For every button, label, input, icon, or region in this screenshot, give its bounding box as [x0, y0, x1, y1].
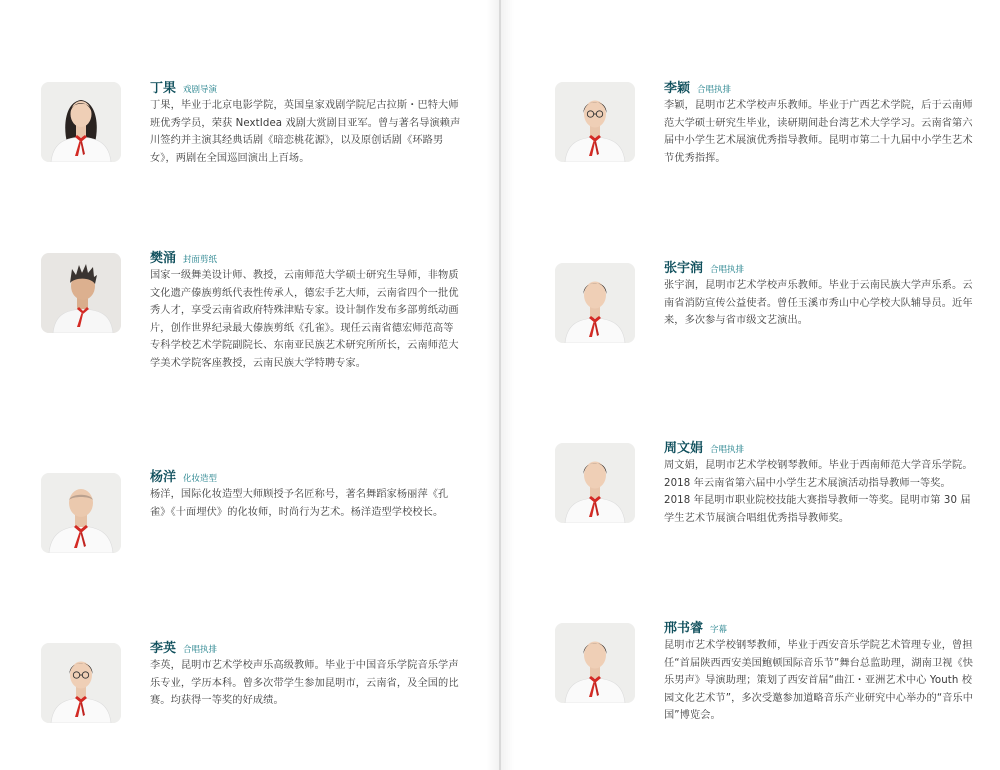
- profile-role: 封面剪纸: [183, 255, 218, 265]
- profile-bio: 丁果，毕业于北京电影学院，英国皇家戏剧学院尼古拉斯・巴特大师班优秀学员，荣获 NextIdea 戏剧大赏剧目亚军。曾与著名导演赖声川签约并主演其经典话剧《暗恋桃花源》，以及原创话剧《环路男女》，两剧在全国巡回演出上百场。: [150, 100, 461, 164]
- portrait-photo: [555, 263, 635, 343]
- profile-header: [664, 78, 976, 96]
- spine-shadow-right: [501, 0, 514, 770]
- profile-text: [664, 618, 976, 725]
- profile-text: [150, 638, 462, 710]
- book-spine: [499, 0, 501, 770]
- profile-header: [150, 78, 462, 96]
- profile-name: 丁果: [150, 81, 177, 96]
- portrait-photo: [41, 82, 121, 162]
- portrait-photo: [555, 623, 635, 703]
- profile-name: 李英: [150, 641, 177, 656]
- profile-bio: 昆明市艺术学校钢琴教师，毕业于西安音乐学院艺术管理专业，曾担任“首届陕西西安美国鲍顿国际音乐节”舞台总监助理，湖南卫视《快乐男声》导演助理；策划了西安首届“曲江・亚洲艺术中心 Youth 校园文化艺术节”，多次受邀参加道略音乐产业研究中心举办的“音乐中国”博览会。: [664, 640, 974, 721]
- profile-name: 张宇润: [664, 261, 704, 276]
- profile-name: 李颖: [664, 81, 691, 96]
- profile-role: 合唱执排: [697, 85, 732, 95]
- portrait-photo: [555, 443, 635, 523]
- profile-text: [664, 438, 976, 527]
- portrait-photo: [41, 473, 121, 553]
- profile-role: 戏剧导演: [183, 85, 218, 95]
- profile-header: [664, 258, 976, 276]
- profile-bio: 张宇润，昆明市艺术学校声乐教师。毕业于云南民族大学声乐系。云南省消防宣传公益使者。曾任玉溪市秀山中心学校大队辅导员。近年来，多次参与省市级文艺演出。: [664, 280, 973, 326]
- profile-role: 字幕: [710, 625, 728, 635]
- profile-bio: 周文娟，昆明市艺术学校钢琴教师。毕业于西南师范大学音乐学院。2018 年云南省第六届中小学生艺术展演活动指导教师一等奖。2018 年昆明市职业院校技能大赛指导教师一等奖。昆明市第 30 届学生艺术节展演合唱组优秀指导教师奖。: [664, 460, 973, 524]
- profile-bio: 李颖，昆明市艺术学校声乐教师。毕业于广西艺术学院，后于云南师范大学硕士研究生毕业，读研期间赴台湾艺术大学学习。云南省第六届中小学生艺术展演优秀指导教师。昆明市第二十九届中小学生艺术节优秀指挥。: [664, 100, 973, 164]
- profile-role: 合唱执排: [710, 265, 745, 275]
- profile-role: 合唱执排: [183, 645, 218, 655]
- profile-header: [664, 438, 976, 456]
- profile-text: [150, 248, 462, 372]
- portrait-photo: [555, 82, 635, 162]
- profile-role: 合唱执排: [710, 445, 745, 455]
- profile-text: [150, 78, 462, 167]
- profile-header: [150, 248, 462, 266]
- profile-header: [150, 638, 462, 656]
- spine-shadow-left: [486, 0, 499, 770]
- profile-name: 周文娟: [664, 441, 704, 456]
- profile-bio: 杨洋，国际化妆造型大师顾授予名匠称号，著名舞蹈家杨丽萍《孔雀》《十面埋伏》的化妆师，时尚行为艺术。杨洋造型学校校长。: [150, 489, 449, 518]
- profile-role: 化妆造型: [183, 474, 218, 484]
- profile-text: [664, 258, 976, 330]
- profile-bio: 国家一级舞美设计师、教授，云南师范大学硕士研究生导师，非物质文化遗产傣族剪纸代表性传承人，德宏手艺大师，云南省四个一批优秀人才，享受云南省政府特殊津贴专家。设计制作发布多部剪纸动画片，创作世界纪录最大傣族剪纸《孔雀》。现任云南省德宏师范高等专科学校艺术学院副院长、东南亚民族艺术研究所所长，云南师范大学美术学院客座教授，云南民族大学特聘专家。: [150, 270, 459, 369]
- profile-header: [664, 618, 976, 636]
- profile-name: 邢书睿: [664, 621, 704, 636]
- profile-name: 杨洋: [150, 470, 177, 485]
- portrait-photo: [41, 643, 121, 723]
- profile-text: [150, 467, 462, 521]
- profile-bio: 李英，昆明市艺术学校声乐高级教师。毕业于中国音乐学院音乐学声乐专业，学历本科。曾多次带学生参加昆明市，云南省，及全国的比赛。均获得一等奖的好成绩。: [150, 660, 459, 706]
- portrait-photo: [41, 253, 121, 333]
- profile-name: 樊涌: [150, 251, 177, 266]
- profile-text: [664, 78, 976, 167]
- profile-header: [150, 467, 462, 485]
